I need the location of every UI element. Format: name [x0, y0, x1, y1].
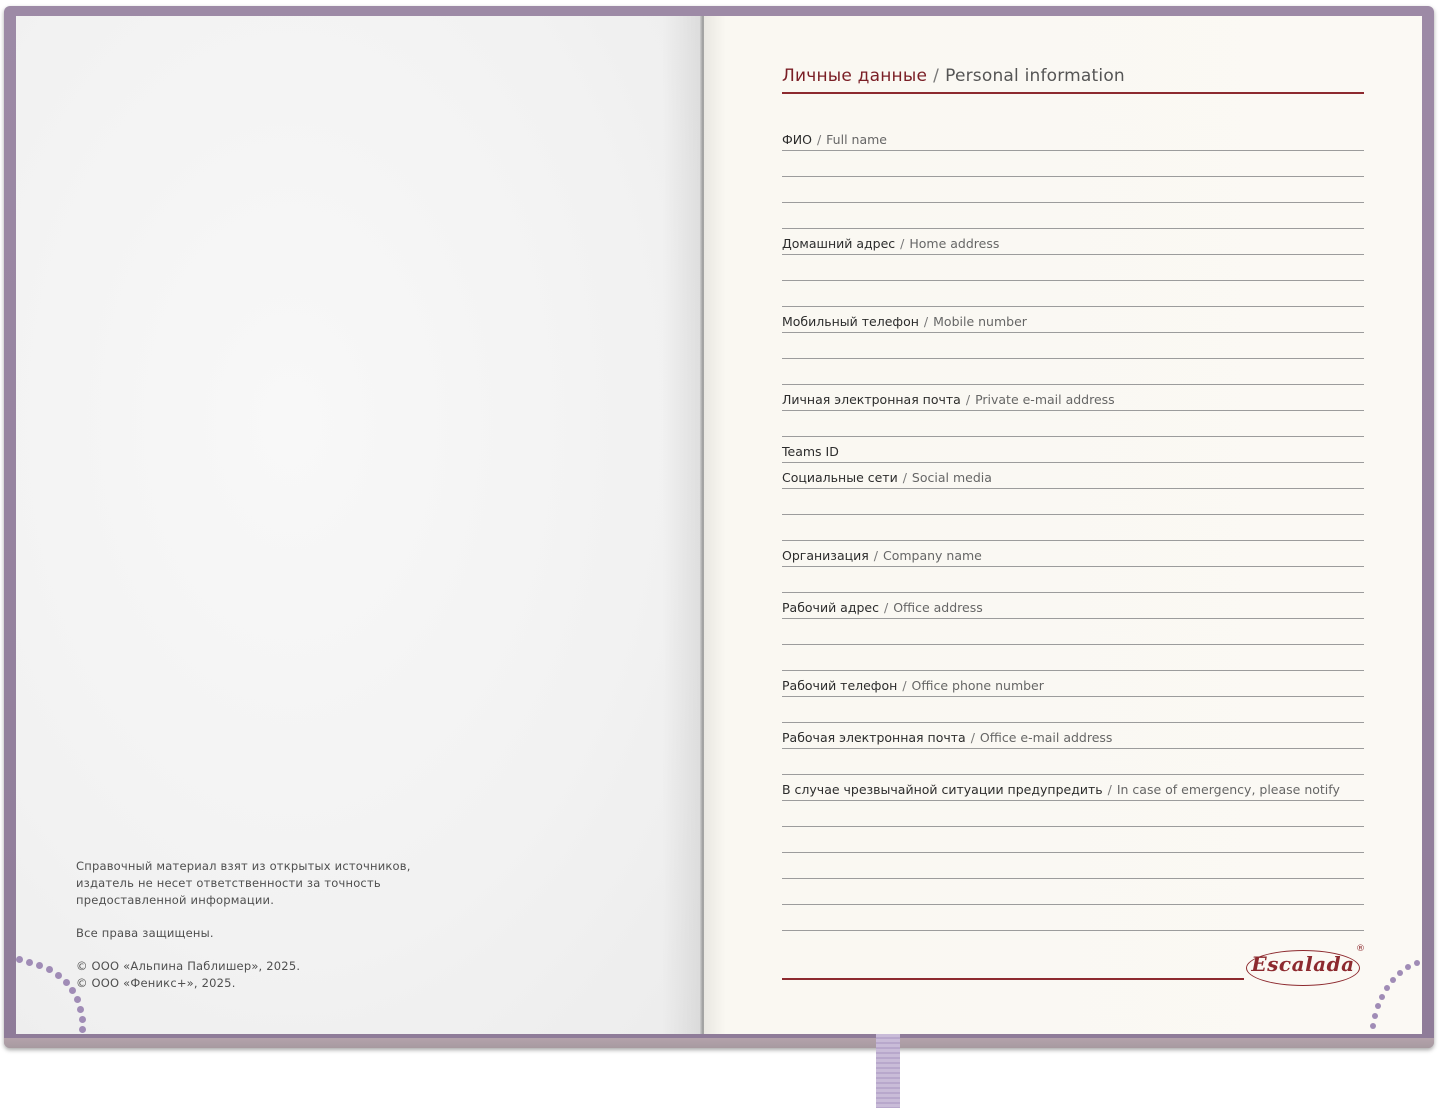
writing-line[interactable] [782, 462, 1364, 463]
right-page [704, 16, 1422, 1034]
writing-line[interactable] [782, 618, 1364, 619]
writing-line[interactable] [782, 358, 1364, 359]
writing-line[interactable] [782, 696, 1364, 697]
field-label-teams-id: Teams ID [782, 444, 839, 459]
writing-line[interactable] [782, 436, 1364, 437]
field-label-office-email: Рабочая электронная почта / Office e-mail address [782, 730, 1113, 745]
writing-line[interactable] [782, 254, 1364, 255]
writing-line[interactable] [782, 410, 1364, 411]
field-label-office-address: Рабочий адрес / Office address [782, 600, 983, 615]
field-label-home-address: Домашний адрес / Home address [782, 236, 1000, 251]
page-title [782, 66, 1125, 86]
writing-line[interactable] [782, 540, 1364, 541]
field-label-mobile-number: Мобильный телефон / Mobile number [782, 314, 1027, 329]
field-label-office-phone: Рабочий телефон / Office phone number [782, 678, 1044, 693]
writing-line[interactable] [782, 566, 1364, 567]
writing-line[interactable] [782, 904, 1364, 905]
writing-line[interactable] [782, 644, 1364, 645]
copyright-line: © ООО «Феникс+», 2025. [76, 976, 236, 990]
disclaimer-line: издатель не несет ответственности за точность [76, 876, 381, 890]
writing-line[interactable] [782, 826, 1364, 827]
title-separator: / [933, 66, 940, 86]
field-label-private-email: Личная электронная почта / Private e-mail address [782, 392, 1115, 407]
writing-line[interactable] [782, 670, 1364, 671]
rights-reserved-text: Все права защищены. [76, 926, 214, 940]
copyright-line: © ООО «Альпина Паблишер», 2025. [76, 959, 301, 973]
escalada-logo: Escalada ® [1246, 946, 1364, 990]
field-label-social-media: Социальные сети / Social media [782, 470, 992, 485]
footer-rule [782, 978, 1244, 980]
field-label-emergency-contact: В случае чрезвычайной ситуации предупредить / In case of emergency, please notify [782, 782, 1340, 797]
writing-line[interactable] [782, 774, 1364, 775]
writing-line[interactable] [782, 592, 1364, 593]
decorative-dot-arc-right [1354, 958, 1422, 1034]
left-page [16, 16, 702, 1034]
writing-line[interactable] [782, 800, 1364, 801]
bookmark-ribbon[interactable] [876, 1034, 900, 1108]
writing-line[interactable] [782, 852, 1364, 853]
writing-line[interactable] [782, 150, 1364, 151]
writing-line[interactable] [782, 280, 1364, 281]
title-underline [782, 92, 1364, 94]
writing-line[interactable] [782, 306, 1364, 307]
personal-info-form [782, 16, 1364, 1034]
writing-line[interactable] [782, 878, 1364, 879]
writing-line[interactable] [782, 514, 1364, 515]
writing-line[interactable] [782, 202, 1364, 203]
writing-line[interactable] [782, 332, 1364, 333]
writing-line[interactable] [782, 176, 1364, 177]
field-label-full-name: ФИО / Full name [782, 132, 887, 147]
writing-line[interactable] [782, 488, 1364, 489]
writing-line[interactable] [782, 384, 1364, 385]
writing-line[interactable] [782, 930, 1364, 931]
disclaimer-line: предоставленной информации. [76, 893, 275, 907]
field-label-company-name: Организация / Company name [782, 548, 982, 563]
writing-line[interactable] [782, 748, 1364, 749]
imprint-block [76, 858, 416, 992]
page-title-en: Personal information [945, 66, 1125, 86]
writing-line[interactable] [782, 228, 1364, 229]
decorative-dot-arc-left [16, 952, 96, 1034]
writing-line[interactable] [782, 722, 1364, 723]
page-title-ru: Личные данные [782, 66, 928, 86]
disclaimer-line: Справочный материал взят из открытых источников, [76, 859, 411, 873]
